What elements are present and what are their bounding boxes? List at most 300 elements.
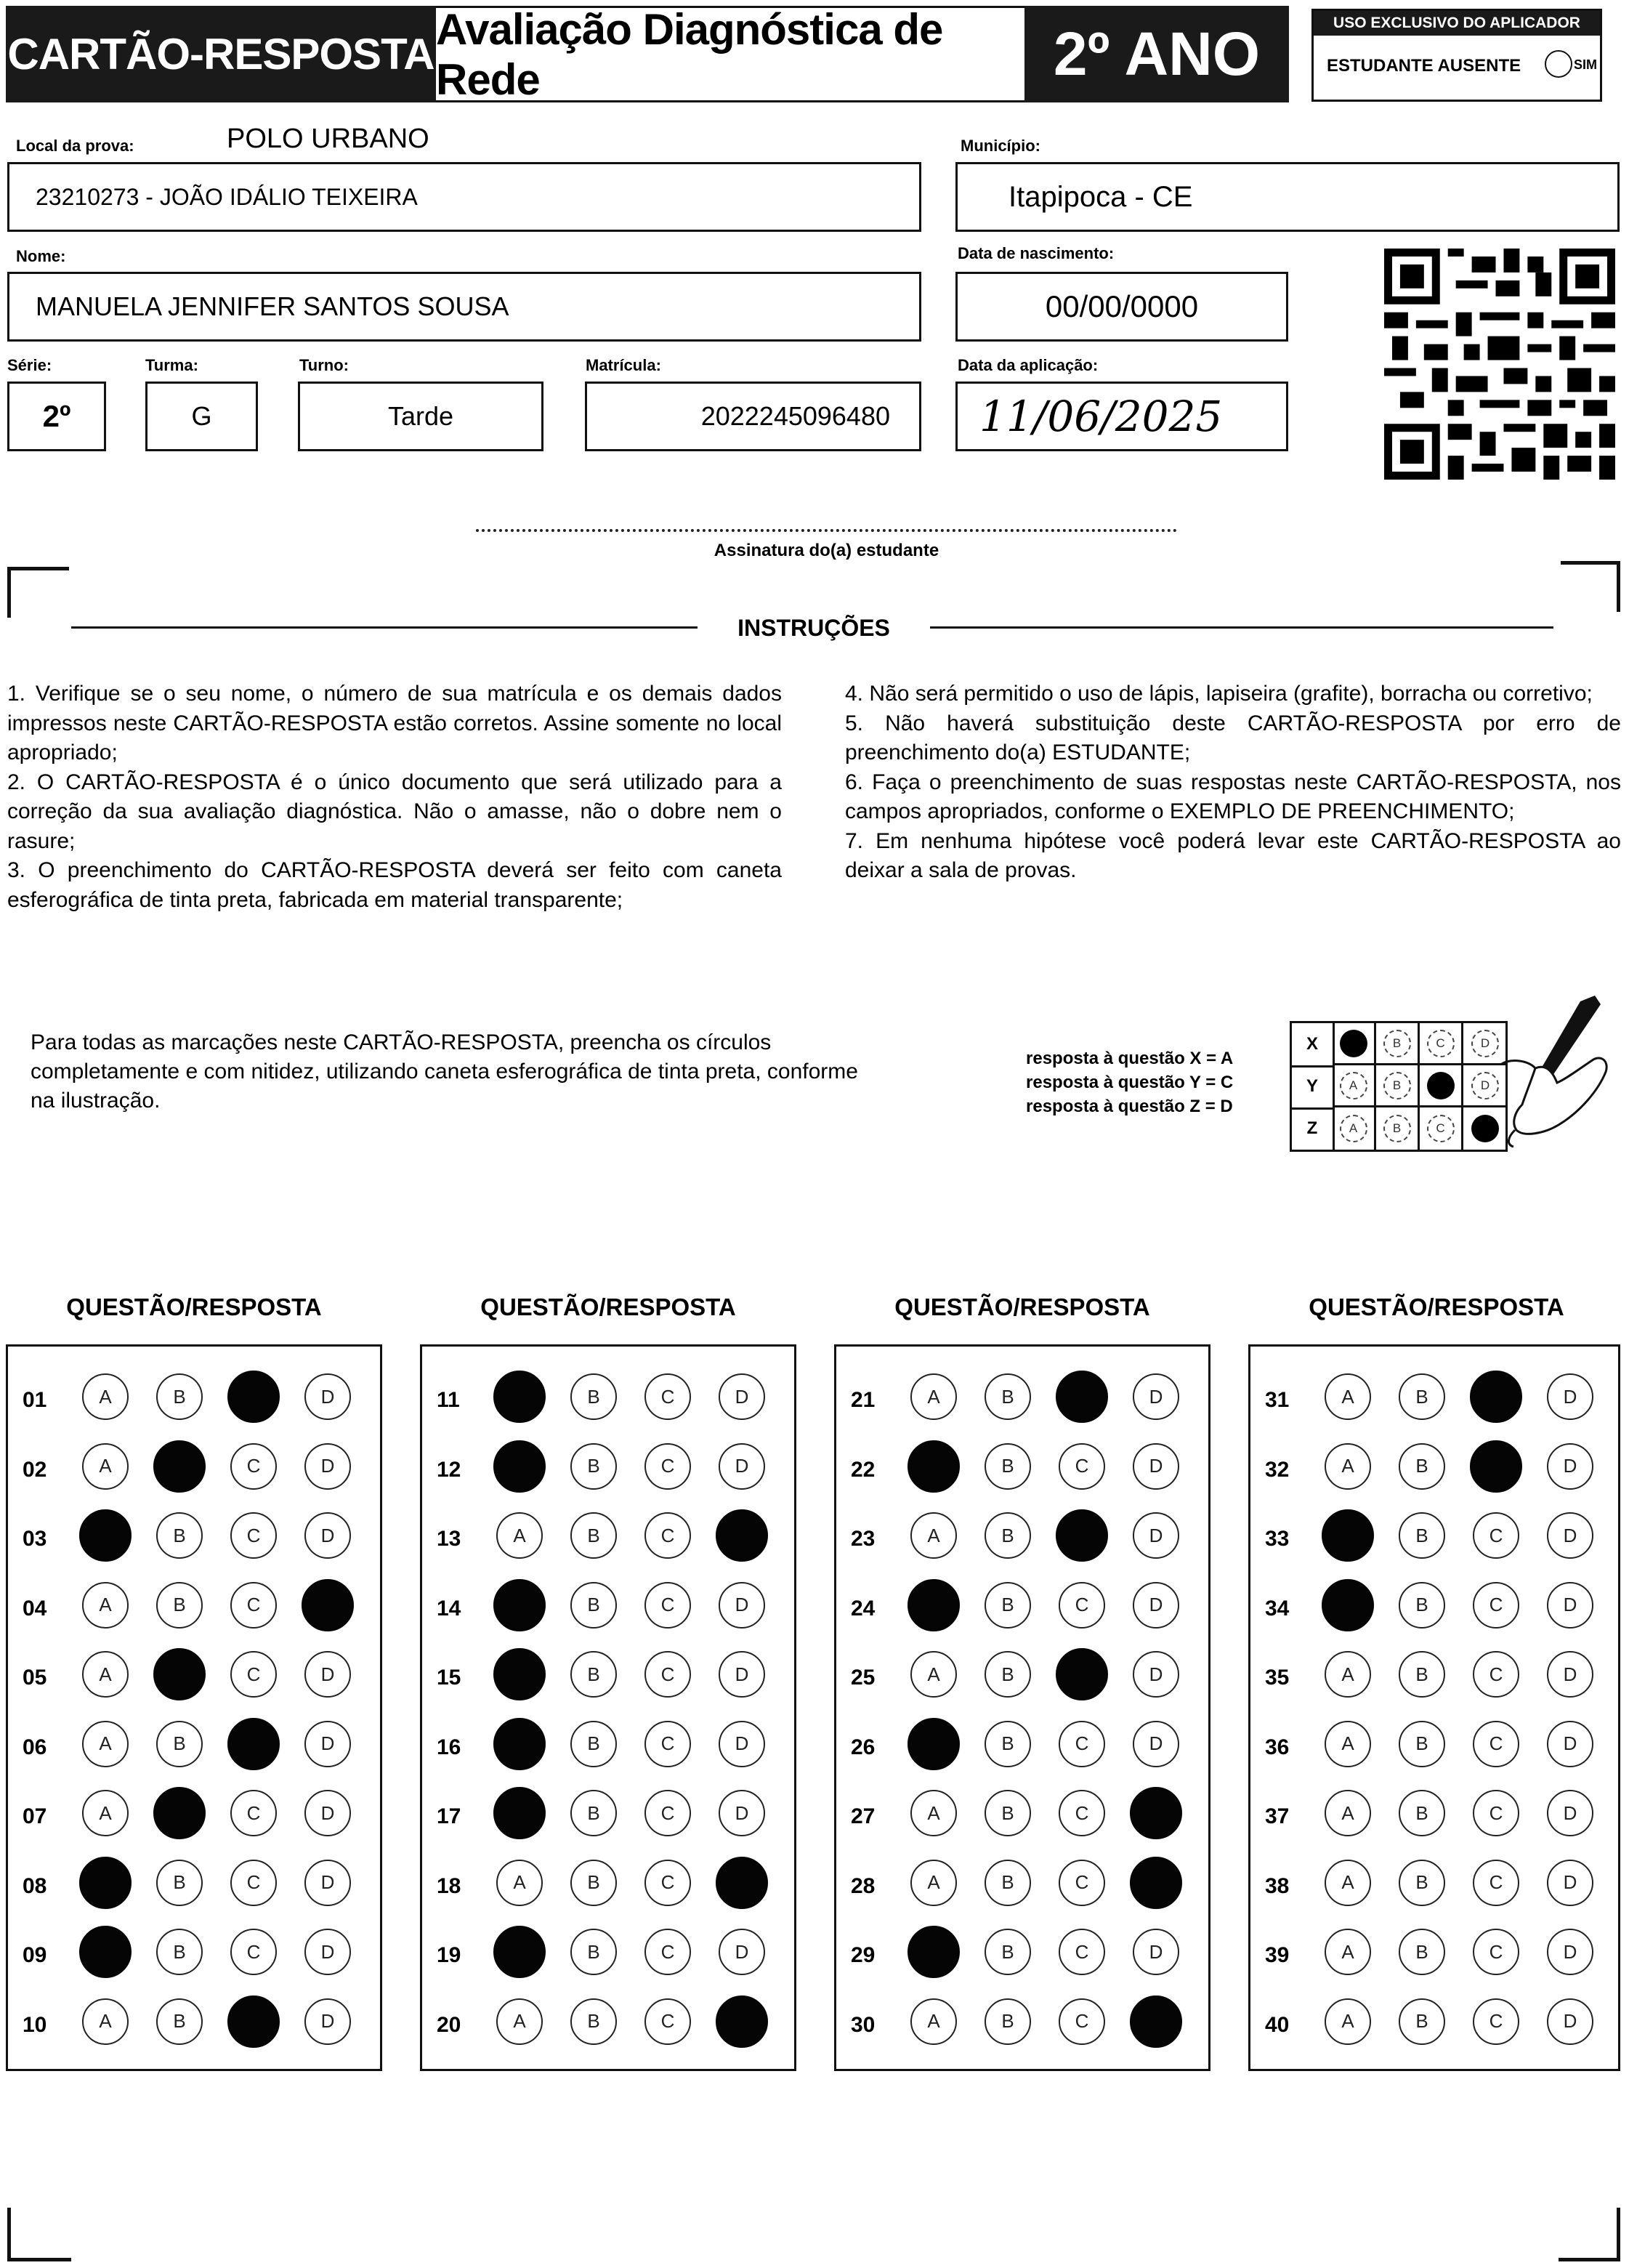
nascimento-field (955, 272, 1288, 342)
question-number: 39 (1265, 1943, 1290, 1967)
answer-bubble-c[interactable]: C (644, 1929, 691, 1975)
instruction-item: 4. Não será permitido o uso de lápis, lapiseira (grafite), borracha ou corretivo; (845, 682, 1593, 706)
instruction-item: 1. Verifique se o seu nome, o número de sua matrícula e os demais dados impressos neste CARTÃO-RESPOSTA estão corretos. Assine somente no local apropriado; (7, 682, 782, 764)
answer-row (8, 1929, 380, 1982)
answer-bubble-a[interactable] (493, 1787, 546, 1839)
question-number: 03 (23, 1527, 47, 1551)
answer-bubble-d[interactable]: D (304, 1373, 351, 1420)
answer-row (422, 1651, 794, 1705)
instructions-left (7, 679, 782, 915)
example-cell (1376, 1023, 1420, 1065)
answer-bubble-d[interactable]: D (719, 1443, 765, 1490)
example-cell (1420, 1107, 1463, 1150)
answer-bubble-d[interactable] (716, 1857, 768, 1909)
answer-row (836, 1582, 1208, 1636)
answer-bubble-b[interactable]: B (156, 1582, 203, 1629)
answer-bubble-b[interactable]: B (985, 1443, 1031, 1490)
answer-bubble-a[interactable]: A (910, 1860, 957, 1906)
answer-bubble-d[interactable] (716, 1509, 768, 1562)
question-number: 28 (851, 1873, 876, 1898)
answer-bubble-c[interactable]: C (644, 1443, 691, 1490)
answer-bubble-a[interactable] (493, 1648, 546, 1700)
answer-bubble-a[interactable] (79, 1926, 132, 1978)
question-number: 38 (1265, 1873, 1290, 1898)
instructions-rule-left (71, 626, 698, 629)
answer-bubble-d[interactable]: D (1547, 1998, 1593, 2045)
answer-bubble-c[interactable]: C (1473, 1582, 1519, 1629)
question-number: 25 (851, 1666, 876, 1690)
answer-bubble-c[interactable] (1470, 1371, 1522, 1423)
answer-bubble-a[interactable] (493, 1440, 546, 1493)
instructions-right (845, 679, 1621, 886)
answer-bubble-a[interactable]: A (1325, 1998, 1371, 2045)
answer-bubble-b[interactable]: B (570, 1860, 617, 1906)
answer-bubble-a[interactable]: A (82, 1582, 129, 1629)
aplicacao-field (955, 382, 1288, 451)
answer-row (8, 1373, 380, 1427)
answer-row (836, 1721, 1208, 1775)
answer-panel (834, 1344, 1210, 2071)
answer-row (1250, 1929, 1618, 1982)
answer-row (836, 1651, 1208, 1705)
answer-bubble-b[interactable]: B (1399, 1443, 1445, 1490)
answer-bubble-c[interactable] (227, 1371, 280, 1423)
answer-bubble-b[interactable]: B (570, 1443, 617, 1490)
question-number: 10 (23, 2012, 47, 2037)
answer-bubble-d[interactable]: D (1133, 1721, 1179, 1767)
absent-label: ESTUDANTE AUSENTE (1327, 56, 1521, 76)
answer-row (422, 1443, 794, 1497)
question-number: 15 (437, 1666, 461, 1690)
answer-row (8, 1512, 380, 1566)
answer-bubble-d[interactable]: D (1547, 1721, 1593, 1767)
answer-bubble-c[interactable]: C (644, 1998, 691, 2045)
answer-bubble-a[interactable]: A (910, 1651, 957, 1698)
answer-bubble-c[interactable]: C (1473, 1929, 1519, 1975)
question-number: 18 (437, 1873, 461, 1898)
applicator-title: USO EXCLUSIVO DO APLICADOR (1314, 11, 1600, 36)
question-number: 04 (23, 1596, 47, 1621)
answer-bubble-b[interactable]: B (570, 1512, 617, 1559)
answer-row (8, 1443, 380, 1497)
school-value: 23210273 - JOÃO IDÁLIO TEIXEIRA (36, 183, 418, 210)
question-number: 19 (437, 1943, 461, 1967)
answer-bubble-a[interactable]: A (1325, 1443, 1371, 1490)
instruction-item: 2. O CARTÃO-RESPOSTA é o único documento que será utilizado para a correção da sua avaliação diagnóstica. Não o amasse, não o dobre nem o rasure; (7, 770, 782, 853)
answer-bubble-a[interactable]: A (1325, 1721, 1371, 1767)
example-cell (1333, 1107, 1376, 1150)
local-label: Local da prova: (16, 137, 134, 155)
answer-row (836, 1860, 1208, 1913)
answer-bubble-c[interactable]: C (1059, 1582, 1105, 1629)
corner-top-left (7, 567, 11, 618)
answer-bubble-a[interactable]: A (910, 1790, 957, 1836)
answer-bubble-c[interactable] (1056, 1509, 1108, 1562)
nome-label: Nome: (16, 247, 66, 265)
answer-bubble-d[interactable]: D (304, 1512, 351, 1559)
answer-bubble-b[interactable]: B (1399, 1860, 1445, 1906)
example-bubble-a: A (1340, 1115, 1367, 1142)
answer-bubble-b[interactable]: B (570, 1998, 617, 2045)
example-bubble-c: C (1427, 1115, 1455, 1142)
answer-bubble-c[interactable]: C (1059, 1929, 1105, 1975)
answer-bubble-b[interactable]: B (570, 1721, 617, 1767)
answer-bubble-c[interactable]: C (1473, 1651, 1519, 1698)
answer-bubble-b[interactable]: B (985, 1929, 1031, 1975)
municipio-value: Itapipoca - CE (1008, 180, 1193, 213)
answer-panel (1248, 1344, 1620, 2071)
answer-bubble-d[interactable]: D (1547, 1512, 1593, 1559)
question-number: 23 (851, 1527, 876, 1551)
answer-bubble-d[interactable]: D (304, 1721, 351, 1767)
answer-bubble-c[interactable]: C (644, 1651, 691, 1698)
answer-bubble-d[interactable] (1130, 1995, 1182, 2048)
answer-row (422, 1373, 794, 1427)
answer-row (1250, 1373, 1618, 1427)
answer-bubble-c[interactable] (227, 1995, 280, 2048)
answer-bubble-c[interactable]: C (1473, 1721, 1519, 1767)
answer-bubble-b[interactable]: B (1399, 1373, 1445, 1420)
answer-bubble-c[interactable]: C (230, 1651, 277, 1698)
example-line: resposta à questão Z = D (1026, 1097, 1233, 1116)
example-row-label: Y (1292, 1065, 1335, 1110)
answer-row (836, 1790, 1208, 1844)
turma-value: G (191, 401, 212, 431)
answer-bubble-b[interactable]: B (985, 1373, 1031, 1420)
serie-field (7, 382, 106, 451)
answer-row (1250, 1790, 1618, 1844)
answer-bubble-b[interactable]: B (570, 1373, 617, 1420)
answer-bubble-b[interactable]: B (1399, 1929, 1445, 1975)
answer-bubble-d[interactable]: D (1547, 1443, 1593, 1490)
answer-bubble-b[interactable]: B (156, 1929, 203, 1975)
answer-bubble-c[interactable]: C (644, 1512, 691, 1559)
answer-bubble-c[interactable]: C (230, 1790, 277, 1836)
question-number: 26 (851, 1735, 876, 1759)
answer-bubble-c[interactable]: C (230, 1512, 277, 1559)
answer-row (1250, 1860, 1618, 1913)
answer-row (422, 1582, 794, 1636)
answer-bubble-c[interactable]: C (1059, 1443, 1105, 1490)
answer-row (8, 1651, 380, 1705)
answer-row (836, 1929, 1208, 1982)
answer-bubble-b[interactable]: B (985, 1860, 1031, 1906)
answer-row (422, 1512, 794, 1566)
matricula-field (585, 382, 921, 451)
matricula-label: Matrícula: (586, 356, 661, 374)
answer-bubble-c[interactable] (1056, 1371, 1108, 1423)
answer-bubble-a[interactable]: A (82, 1721, 129, 1767)
answer-bubble-d[interactable] (1130, 1787, 1182, 1839)
answer-row (1250, 1651, 1618, 1705)
answer-bubble-b[interactable]: B (156, 1512, 203, 1559)
answer-bubble-b[interactable]: B (985, 1721, 1031, 1767)
answer-bubble-b[interactable]: B (985, 1790, 1031, 1836)
answer-bubble-d[interactable]: D (304, 1860, 351, 1906)
answer-bubble-d[interactable]: D (304, 1651, 351, 1698)
question-number: 21 (851, 1388, 876, 1412)
answer-panel (6, 1344, 382, 2071)
aplicacao-value: 11/06/2025 (979, 392, 1223, 441)
answer-bubble-a[interactable] (493, 1926, 546, 1978)
answer-bubble-d[interactable]: D (1547, 1373, 1593, 1420)
answer-bubble-b[interactable]: B (156, 1373, 203, 1420)
hand-pen-illustration (1471, 996, 1617, 1148)
answer-row (8, 1582, 380, 1636)
answer-bubble-b[interactable]: B (1399, 1512, 1445, 1559)
answer-bubble-b[interactable]: B (985, 1582, 1031, 1629)
answer-bubble-a[interactable] (908, 1440, 960, 1493)
answer-bubble-d[interactable]: D (1547, 1651, 1593, 1698)
answer-bubble-a[interactable]: A (1325, 1790, 1371, 1836)
answer-bubble-b[interactable]: B (156, 1860, 203, 1906)
answer-bubble-a[interactable] (493, 1718, 546, 1770)
instructions-rule-right (930, 626, 1553, 629)
answer-bubble-a[interactable]: A (910, 1512, 957, 1559)
answer-bubble-d[interactable]: D (719, 1582, 765, 1629)
answer-bubble-a[interactable] (493, 1579, 546, 1631)
answer-bubble-a[interactable]: A (1325, 1373, 1371, 1420)
example-bubble-a: A (1340, 1072, 1367, 1099)
example-bubble-a (1340, 1030, 1367, 1057)
question-number: 32 (1265, 1457, 1290, 1482)
answer-bubble-c[interactable] (227, 1718, 280, 1770)
answer-bubble-d[interactable]: D (1133, 1651, 1179, 1698)
example-cell (1376, 1107, 1420, 1150)
answer-bubble-b[interactable] (153, 1787, 206, 1839)
answer-bubble-b[interactable]: B (1399, 1998, 1445, 2045)
corner-bottom-right (1559, 2258, 1620, 2261)
example-bubble-d: D (1471, 1030, 1499, 1057)
question-number: 29 (851, 1943, 876, 1967)
answer-bubble-c[interactable]: C (1059, 1790, 1105, 1836)
answer-bubble-c[interactable]: C (1059, 1721, 1105, 1767)
school-field (7, 162, 921, 232)
answer-bubble-a[interactable]: A (910, 1373, 957, 1420)
example-bubble-b: B (1383, 1030, 1411, 1057)
answer-bubble-b[interactable]: B (985, 1998, 1031, 2045)
question-number: 07 (23, 1804, 47, 1828)
answer-bubble-b[interactable]: B (1399, 1582, 1445, 1629)
answers-title: QUESTÃO/RESPOSTA (66, 1294, 322, 1320)
question-number: 11 (437, 1388, 460, 1412)
answer-bubble-a[interactable]: A (910, 1998, 957, 2045)
answer-row (422, 1790, 794, 1844)
corner-bottom-right (1617, 2208, 1620, 2261)
question-number: 20 (437, 2012, 461, 2037)
answer-bubble-b[interactable]: B (570, 1582, 617, 1629)
grade-label: 2º ANO (1024, 6, 1289, 102)
question-number: 06 (23, 1735, 47, 1759)
example-row-label: Z (1292, 1107, 1335, 1150)
question-number: 09 (23, 1943, 47, 1967)
nascimento-label: Data de nascimento: (958, 244, 1115, 262)
answer-bubble-c[interactable]: C (230, 1860, 277, 1906)
instruction-item: 5. Não haverá substituição deste CARTÃO-RESPOSTA por erro de preenchimento do(a) ESTUDANTE; (845, 711, 1621, 764)
question-number: 31 (1265, 1388, 1290, 1412)
answer-bubble-a[interactable]: A (82, 1373, 129, 1420)
answer-bubble-d[interactable]: D (304, 1929, 351, 1975)
answer-bubble-a[interactable]: A (82, 1443, 129, 1490)
answer-bubble-c[interactable]: C (230, 1443, 277, 1490)
instruction-item: 3. O preenchimento do CARTÃO-RESPOSTA deverá ser feito com caneta esferográfica de tinta preta, fabricada em material transparente; (7, 858, 782, 912)
answer-bubble-b[interactable]: B (570, 1651, 617, 1698)
answer-bubble-b[interactable]: B (570, 1929, 617, 1975)
answer-bubble-d[interactable]: D (1547, 1582, 1593, 1629)
answer-bubble-a[interactable]: A (496, 1998, 543, 2045)
answer-bubble-b[interactable]: B (1399, 1651, 1445, 1698)
answer-bubble-d[interactable]: D (1133, 1373, 1179, 1420)
answer-bubble-a[interactable] (493, 1371, 546, 1423)
answer-row (1250, 1721, 1618, 1775)
answer-bubble-d[interactable]: D (1547, 1790, 1593, 1836)
answer-row (422, 1998, 794, 2052)
corner-top-left (7, 567, 69, 570)
answer-bubble-a[interactable]: A (1325, 1860, 1371, 1906)
question-number: 27 (851, 1804, 876, 1828)
question-number: 08 (23, 1873, 47, 1898)
answer-bubble-c[interactable]: C (1473, 1790, 1519, 1836)
answer-bubble-a[interactable] (908, 1579, 960, 1631)
answer-bubble-c[interactable]: C (230, 1929, 277, 1975)
answer-bubble-c[interactable]: C (644, 1721, 691, 1767)
answer-bubble-c[interactable]: C (1473, 1512, 1519, 1559)
answer-bubble-b[interactable]: B (570, 1790, 617, 1836)
answer-bubble-d[interactable] (1130, 1857, 1182, 1909)
answer-bubble-a[interactable]: A (82, 1651, 129, 1698)
fill-note: Para todas as marcações neste CARTÃO-RESPOSTA, preencha os círculos completamente e com nitidez, utilizando caneta esferográfica de tinta preta, conforme na ilustração. (31, 1030, 858, 1113)
serie-value: 2º (42, 399, 71, 433)
answer-bubble-d[interactable]: D (1133, 1443, 1179, 1490)
answer-bubble-d[interactable]: D (719, 1790, 765, 1836)
answer-bubble-d[interactable]: D (719, 1929, 765, 1975)
answer-bubble-c[interactable]: C (644, 1860, 691, 1906)
answer-row (8, 1721, 380, 1775)
question-number: 05 (23, 1666, 47, 1690)
question-number: 34 (1265, 1596, 1290, 1621)
nome-field (7, 272, 921, 342)
answer-bubble-c[interactable]: C (1059, 1998, 1105, 2045)
turno-label: Turno: (299, 356, 349, 374)
answer-bubble-a[interactable] (908, 1926, 960, 1978)
answer-bubble-d[interactable]: D (304, 1790, 351, 1836)
turno-field (298, 382, 543, 451)
answer-bubble-a[interactable]: A (496, 1512, 543, 1559)
answer-bubble-c[interactable]: C (1473, 1998, 1519, 2045)
answer-bubble-d[interactable]: D (719, 1373, 765, 1420)
answer-bubble-b[interactable]: B (985, 1651, 1031, 1698)
question-number: 12 (437, 1457, 461, 1482)
signature-label: Assinatura do(a) estudante (714, 541, 939, 560)
corner-top-right (1617, 561, 1620, 612)
answer-bubble-d[interactable]: D (304, 1443, 351, 1490)
turno-value: Tarde (387, 401, 454, 431)
signature-line (476, 529, 1177, 532)
answer-bubble-a[interactable] (79, 1857, 132, 1909)
answers-title: QUESTÃO/RESPOSTA (1309, 1294, 1564, 1320)
answer-bubble-c[interactable] (1470, 1440, 1522, 1493)
example-cell (1333, 1065, 1376, 1107)
answer-bubble-d[interactable]: D (1547, 1860, 1593, 1906)
example-cell (1420, 1065, 1463, 1107)
answer-row (1250, 1998, 1618, 2052)
answer-bubble-d[interactable]: D (1133, 1582, 1179, 1629)
answer-bubble-d[interactable] (716, 1995, 768, 2048)
answer-bubble-d[interactable] (302, 1579, 354, 1631)
instruction-item: 7. Em nenhuma hipótese você poderá levar este CARTÃO-RESPOSTA ao deixar a sala de provas. (845, 828, 1621, 882)
answer-row (422, 1721, 794, 1775)
answer-bubble-c[interactable]: C (644, 1373, 691, 1420)
answer-bubble-b[interactable]: B (156, 1998, 203, 2045)
example-bubble-c (1427, 1072, 1455, 1099)
question-number: 14 (437, 1596, 461, 1621)
answer-bubble-c[interactable]: C (1473, 1860, 1519, 1906)
answer-bubble-d[interactable]: D (719, 1651, 765, 1698)
example-bubble-d: D (1471, 1072, 1499, 1099)
answer-bubble-d[interactable]: D (1133, 1929, 1179, 1975)
answer-bubble-a[interactable]: A (82, 1998, 129, 2045)
answer-row (836, 1998, 1208, 2052)
corner-top-right (1561, 561, 1620, 565)
turma-field (145, 382, 258, 451)
question-number: 22 (851, 1457, 876, 1482)
example-bubble-b: B (1383, 1115, 1411, 1142)
answer-bubble-c[interactable]: C (230, 1582, 277, 1629)
answer-bubble-a[interactable]: A (1325, 1651, 1371, 1698)
answer-bubble-a[interactable] (1322, 1579, 1374, 1631)
question-number: 30 (851, 2012, 876, 2037)
absent-bubble[interactable] (1545, 50, 1572, 78)
answer-bubble-a[interactable]: A (1325, 1929, 1371, 1975)
answer-bubble-b[interactable] (153, 1648, 206, 1700)
example-cell (1376, 1065, 1420, 1107)
serie-label: Série: (7, 356, 52, 374)
answer-bubble-a[interactable] (1322, 1509, 1374, 1562)
answer-bubble-a[interactable] (908, 1718, 960, 1770)
answer-bubble-d[interactable]: D (1547, 1929, 1593, 1975)
matricula-value: 2022245096480 (700, 401, 890, 431)
nome-value: MANUELA JENNIFER SANTOS SOUSA (36, 291, 509, 321)
corner-bottom-left (7, 2208, 11, 2261)
answer-bubble-d[interactable]: D (719, 1721, 765, 1767)
answer-bubble-b[interactable]: B (985, 1512, 1031, 1559)
answer-bubble-a[interactable]: A (496, 1860, 543, 1906)
answer-bubble-c[interactable]: C (644, 1790, 691, 1836)
answer-bubble-d[interactable]: D (304, 1998, 351, 2045)
answer-row (1250, 1512, 1618, 1566)
municipio-field (955, 162, 1620, 232)
answer-bubble-c[interactable] (1056, 1648, 1108, 1700)
answer-bubble-b[interactable]: B (156, 1721, 203, 1767)
answer-row (1250, 1443, 1618, 1497)
answer-bubble-d[interactable]: D (1133, 1512, 1179, 1559)
example-line: resposta à questão Y = C (1026, 1073, 1234, 1092)
instructions-title: INSTRUÇÕES (737, 615, 890, 641)
answer-bubble-a[interactable]: A (82, 1790, 129, 1836)
answer-bubble-b[interactable] (153, 1440, 206, 1493)
example-legend (1026, 1046, 1233, 1118)
answer-bubble-b[interactable]: B (1399, 1721, 1445, 1767)
answer-bubble-b[interactable]: B (1399, 1790, 1445, 1836)
answer-bubble-a[interactable] (79, 1509, 132, 1562)
answer-row (422, 1929, 794, 1982)
question-number: 01 (23, 1388, 47, 1412)
answer-row (836, 1443, 1208, 1497)
answer-bubble-c[interactable]: C (644, 1582, 691, 1629)
question-number: 13 (437, 1527, 461, 1551)
answer-bubble-c[interactable]: C (1059, 1860, 1105, 1906)
answers-title: QUESTÃO/RESPOSTA (894, 1294, 1150, 1320)
